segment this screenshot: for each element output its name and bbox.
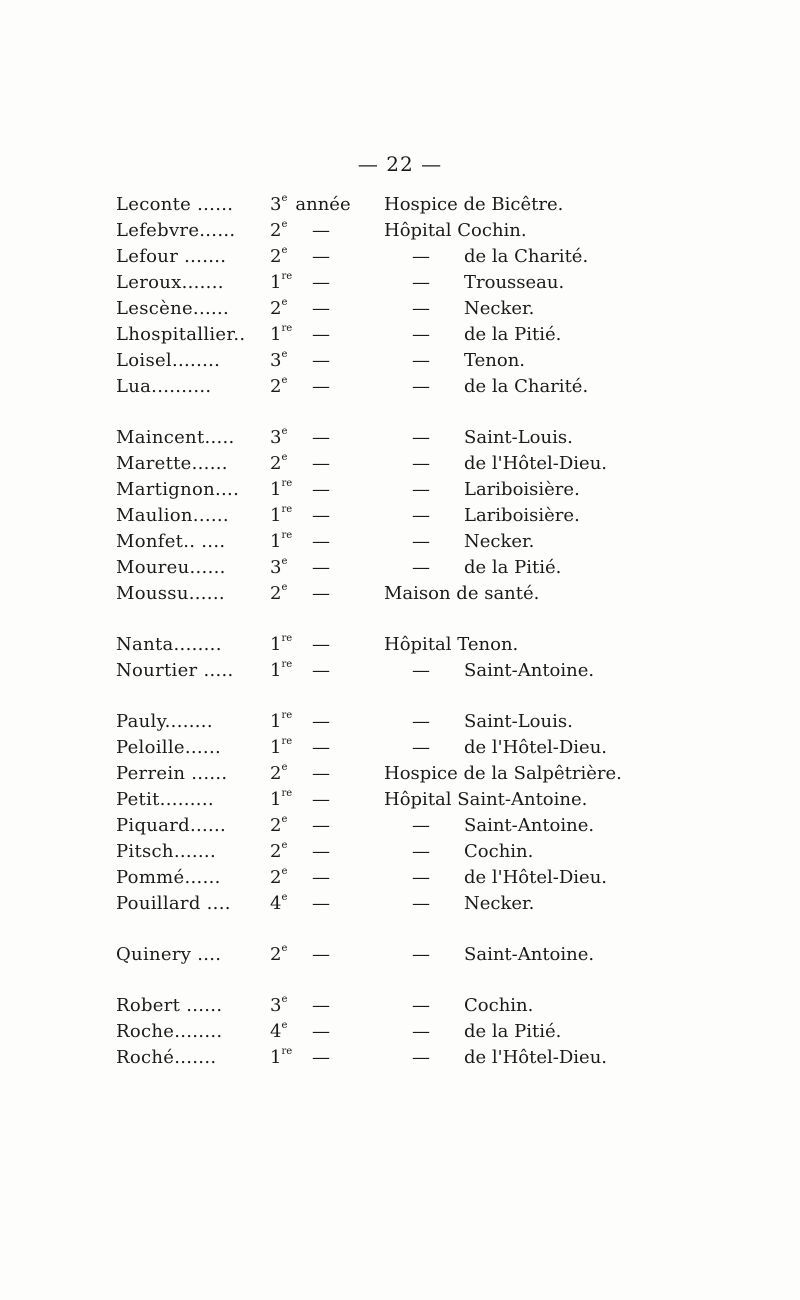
ditto-year-dash: — [312,841,330,862]
entry-group [0,425,800,607]
ditto-hospital-dash: — [412,815,430,836]
hospital-name: Maison de santé. [384,583,540,604]
ditto-hospital-dash: — [412,427,430,448]
ditto-hospital-dash: — [412,944,430,965]
ditto-year-dash: — [312,1021,330,1042]
list-item [0,735,800,761]
student-hospital-list [0,192,800,1096]
study-year: 2e [270,297,288,319]
hospital-place: Necker. [464,531,535,552]
study-year: 4e [270,892,288,914]
ditto-hospital-dash: — [412,1047,430,1068]
ditto-year-dash: — [312,376,330,397]
year-ordinal-suffix: re [281,504,293,515]
ditto-year-dash: — [312,867,330,888]
year-ordinal-suffix: e [281,245,288,256]
year-ordinal-suffix: e [281,762,288,773]
study-year: 2e [270,452,288,474]
ditto-hospital-dash: — [412,893,430,914]
student-name: Leconte ...... [116,194,234,215]
ditto-year-dash: — [312,427,330,448]
ditto-hospital-dash: — [412,453,430,474]
year-ordinal-suffix: e [281,297,288,308]
ditto-hospital-dash: — [412,246,430,267]
student-name: Monfet.. .... [116,531,226,552]
year-ordinal-suffix: re [281,633,293,644]
student-name: Pauly........ [116,711,213,732]
list-item [0,993,800,1019]
list-item [0,374,800,400]
hospital-place: de la Charité. [464,246,589,267]
student-name: Loisel........ [116,350,221,371]
ditto-year-dash: — [312,583,330,604]
student-name: Moureu...... [116,557,226,578]
year-ordinal-suffix: re [281,271,293,282]
ditto-year-dash: — [312,660,330,681]
student-name: Peloille...... [116,737,222,758]
year-ordinal-suffix: e [281,866,288,877]
ditto-year-dash: — [312,505,330,526]
list-item [0,865,800,891]
year-ordinal-suffix: re [281,530,293,541]
student-name: Lefour ....... [116,246,227,267]
study-year: 3e année [270,193,351,215]
student-name: Nanta........ [116,634,222,655]
list-item [0,658,800,684]
hospital-place: Saint-Antoine. [464,660,595,681]
study-year: 1re [270,478,293,500]
study-year: 1re [270,323,293,345]
study-year: 1re [270,271,293,293]
ditto-hospital-dash: — [412,711,430,732]
study-year: 2e [270,866,288,888]
ditto-year-dash: — [312,324,330,345]
ditto-hospital-dash: — [412,737,430,758]
student-name: Perrein ...... [116,763,228,784]
ditto-hospital-dash: — [412,505,430,526]
year-ordinal-suffix: re [281,788,293,799]
year-ordinal-suffix: e [281,556,288,567]
hospital-name: Hôpital Saint-Antoine. [384,789,588,810]
hospital-name: Hôpital Tenon. [384,634,519,655]
hospital-place: Saint-Antoine. [464,815,595,836]
page-number: — 22 — [357,152,443,176]
ditto-year-dash: — [312,893,330,914]
list-item [0,891,800,917]
list-item [0,581,800,607]
student-name: Petit......... [116,789,214,810]
list-item [0,322,800,348]
ditto-year-dash: — [312,479,330,500]
hospital-place: de l'Hôtel-Dieu. [464,453,608,474]
ditto-year-dash: — [312,1047,330,1068]
list-item [0,942,800,968]
list-item [0,1019,800,1045]
student-name: Martignon.... [116,479,240,500]
student-name: Leroux....... [116,272,224,293]
year-ordinal-suffix: e [281,892,288,903]
study-year: 2e [270,375,288,397]
study-year: 2e [270,582,288,604]
year-word: année [295,194,351,215]
entry-group [0,192,800,400]
year-ordinal-suffix: e [281,193,288,204]
study-year: 3e [270,994,288,1016]
ditto-year-dash: — [312,944,330,965]
study-year: 1re [270,659,293,681]
ditto-year-dash: — [312,220,330,241]
year-ordinal-suffix: re [281,659,293,670]
year-ordinal-suffix: re [281,478,293,489]
study-year: 2e [270,943,288,965]
list-item [0,787,800,813]
list-item [0,709,800,735]
hospital-place: Cochin. [464,841,534,862]
ditto-hospital-dash: — [412,557,430,578]
year-ordinal-suffix: e [281,1020,288,1031]
study-year: 2e [270,245,288,267]
study-year: 3e [270,426,288,448]
ditto-year-dash: — [312,272,330,293]
year-ordinal-suffix: re [281,323,293,334]
ditto-hospital-dash: — [412,841,430,862]
year-ordinal-suffix: e [281,943,288,954]
hospital-place: de la Pitié. [464,324,562,345]
ditto-hospital-dash: — [412,479,430,500]
ditto-hospital-dash: — [412,867,430,888]
student-name: Maincent..... [116,427,235,448]
hospital-place: de l'Hôtel-Dieu. [464,737,608,758]
student-name: Lefebvre...... [116,220,236,241]
entry-group [0,632,800,684]
study-year: 2e [270,219,288,241]
list-item [0,425,800,451]
year-ordinal-suffix: e [281,452,288,463]
study-year: 4e [270,1020,288,1042]
study-year: 1re [270,504,293,526]
year-ordinal-suffix: re [281,1046,293,1057]
ditto-hospital-dash: — [412,995,430,1016]
student-name: Lescène...... [116,298,230,319]
entry-group [0,942,800,968]
year-ordinal-suffix: e [281,814,288,825]
ditto-hospital-dash: — [412,1021,430,1042]
hospital-place: Lariboisière. [464,505,580,526]
list-item [0,451,800,477]
student-name: Maulion...... [116,505,229,526]
ditto-year-dash: — [312,246,330,267]
ditto-hospital-dash: — [412,660,430,681]
hospital-place: de l'Hôtel-Dieu. [464,867,608,888]
list-item [0,839,800,865]
study-year: 2e [270,814,288,836]
hospital-place: Cochin. [464,995,534,1016]
study-year: 1re [270,736,293,758]
ditto-year-dash: — [312,995,330,1016]
study-year: 1re [270,633,293,655]
ditto-year-dash: — [312,737,330,758]
hospital-place: de l'Hôtel-Dieu. [464,1047,608,1068]
list-item [0,348,800,374]
ditto-year-dash: — [312,453,330,474]
ditto-year-dash: — [312,557,330,578]
list-item [0,244,800,270]
list-item [0,477,800,503]
student-name: Roche........ [116,1021,223,1042]
hospital-place: Saint-Antoine. [464,944,595,965]
list-item [0,296,800,322]
student-name: Piquard...... [116,815,227,836]
ditto-hospital-dash: — [412,272,430,293]
study-year: 1re [270,788,293,810]
entry-group [0,993,800,1071]
year-ordinal-suffix: e [281,349,288,360]
ditto-hospital-dash: — [412,350,430,371]
ditto-year-dash: — [312,350,330,371]
student-name: Marette...... [116,453,228,474]
hospital-place: Trousseau. [464,272,565,293]
hospital-name: Hôpital Cochin. [384,220,527,241]
list-item [0,270,800,296]
ditto-year-dash: — [312,711,330,732]
hospital-place: Necker. [464,893,535,914]
hospital-place: Saint-Louis. [464,711,573,732]
study-year: 3e [270,556,288,578]
study-year: 3e [270,349,288,371]
hospital-place: de la Pitié. [464,557,562,578]
ditto-year-dash: — [312,815,330,836]
hospital-place: de la Pitié. [464,1021,562,1042]
year-ordinal-suffix: e [281,994,288,1005]
ditto-year-dash: — [312,763,330,784]
year-ordinal-suffix: e [281,426,288,437]
student-name: Lhospitallier.. [116,324,246,345]
year-ordinal-suffix: e [281,582,288,593]
student-name: Pitsch....... [116,841,216,862]
ditto-year-dash: — [312,298,330,319]
student-name: Lua.......... [116,376,212,397]
year-ordinal-suffix: e [281,840,288,851]
year-ordinal-suffix: e [281,375,288,386]
ditto-hospital-dash: — [412,298,430,319]
list-item [0,503,800,529]
student-name: Pommé...... [116,867,221,888]
year-ordinal-suffix: re [281,736,293,747]
list-item [0,813,800,839]
student-name: Pouillard .... [116,893,231,914]
list-item [0,1045,800,1071]
ditto-hospital-dash: — [412,376,430,397]
student-name: Roché....... [116,1047,217,1068]
hospital-place: Necker. [464,298,535,319]
list-item [0,192,800,218]
list-item [0,218,800,244]
list-item [0,632,800,658]
study-year: 2e [270,840,288,862]
ditto-year-dash: — [312,789,330,810]
student-name: Quinery .... [116,944,222,965]
study-year: 1re [270,530,293,552]
hospital-name: Hospice de la Salpêtrière. [384,763,622,784]
list-item [0,555,800,581]
year-ordinal-suffix: e [281,219,288,230]
hospital-place: Saint-Louis. [464,427,573,448]
year-ordinal-suffix: re [281,710,293,721]
study-year: 1re [270,710,293,732]
list-item [0,761,800,787]
ditto-hospital-dash: — [412,531,430,552]
list-item [0,529,800,555]
hospital-name: Hospice de Bicêtre. [384,194,564,215]
ditto-hospital-dash: — [412,324,430,345]
student-name: Moussu...... [116,583,225,604]
study-year: 1re [270,1046,293,1068]
hospital-place: de la Charité. [464,376,589,397]
ditto-year-dash: — [312,634,330,655]
ditto-year-dash: — [312,531,330,552]
entry-group [0,709,800,917]
student-name: Nourtier ..... [116,660,234,681]
study-year: 2e [270,762,288,784]
student-name: Robert ...... [116,995,223,1016]
hospital-place: Tenon. [464,350,526,371]
hospital-place: Lariboisière. [464,479,580,500]
